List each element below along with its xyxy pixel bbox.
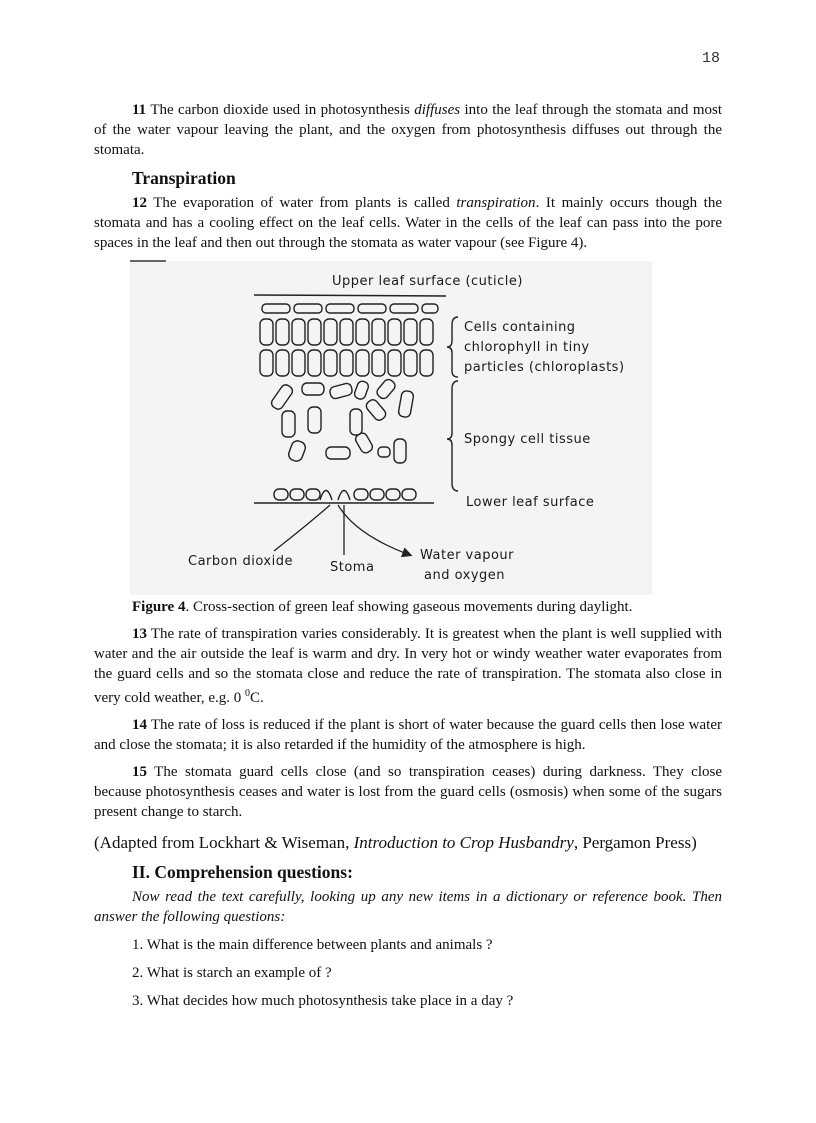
- question-3: 3. What decides how much photosynthesis take place in a day ?: [132, 993, 514, 1009]
- stoma-label: Stoma: [330, 560, 375, 575]
- page-number: 18: [701, 50, 720, 67]
- paragraph-14: 14 The rate of loss is reduced if the plant is short of water because the guard cells then lose water and close the stomata; it is also retarded if the humidity of the atmosphere is high.: [94, 717, 722, 753]
- paragraph-number: 14: [132, 717, 147, 733]
- page-content: [94, 100, 722, 1011]
- cells-label-line-1: Cells containing: [464, 320, 576, 335]
- cuticle-line: [254, 295, 446, 296]
- section-heading-comprehension: II. Comprehension questions:: [132, 862, 353, 882]
- paragraph-15: 15 The stomata guard cells close (and so transpiration ceases) during darkness. They close because photosynthesis ceases and water is lost from the guard cells (osmosis) when some of the sugars present change to starch.: [94, 764, 722, 820]
- spongy-tissue-label: Spongy cell tissue: [464, 432, 591, 447]
- paragraph-number: 12: [132, 195, 147, 211]
- paragraph-number: 13: [132, 626, 147, 642]
- upper-surface-label: Upper leaf surface (cuticle): [332, 274, 523, 289]
- question-2: 2. What is starch an example of ?: [132, 965, 332, 981]
- cells-label-line-2: chlorophyll in tiny: [464, 340, 590, 355]
- paragraph-number: 11: [132, 102, 147, 118]
- instructions: Now read the text carefully, looking up any new items in a dictionary or reference book. Then answer the following questions:: [94, 889, 722, 925]
- paragraph-13: 13 The rate of transpiration varies considerably. It is greatest when the plant is well supplied with water and the air outside the leaf is warm and dry. In very hot or windy weather water evaporates from the guard cells and so the stomata close and reduce the rate of transpiration. The stomata also close in very cold weather, e.g. 0 $^0$C.: [94, 626, 722, 706]
- leaf-diagram: [94, 259, 722, 597]
- paragraph-12: 12 The evaporation of water from plants is called transpiration. It mainly occurs though the stomata and has a cooling effect on the leaf cells. Water in the cells of the leaf can pass into the pore spaces in the leaf and then out through the stomata as water vapour (see Figure 4).: [94, 195, 722, 251]
- question-1: 1. What is the main difference between plants and animals ?: [132, 937, 493, 953]
- lower-surface-label: Lower leaf surface: [466, 495, 595, 510]
- water-vapour-label-line-2: and oxygen: [424, 568, 506, 583]
- cells-label-line-3: particles (chloroplasts): [464, 360, 625, 375]
- paragraph-number: 15: [132, 764, 147, 780]
- source-citation: (Adapted from Lockhart & Wiseman, Introduction to Crop Husbandry, Pergamon Press): [94, 833, 697, 852]
- co2-label: Carbon dioxide: [188, 554, 293, 569]
- water-vapour-label-line-1: Water vapour: [420, 548, 515, 563]
- leaf-cross-section-figure: [94, 259, 722, 597]
- paragraph-11: 11 The carbon dioxide used in photosynthesis diffuses into the leaf through the stomata and most of the water vapour leaving the plant, and the oxygen from photosynthesis diffuses out through the stomata.: [94, 102, 722, 158]
- figure-caption: Figure 4. Cross-section of green leaf showing gaseous movements during daylight.: [132, 599, 633, 615]
- section-heading-transpiration: Transpiration: [132, 168, 236, 188]
